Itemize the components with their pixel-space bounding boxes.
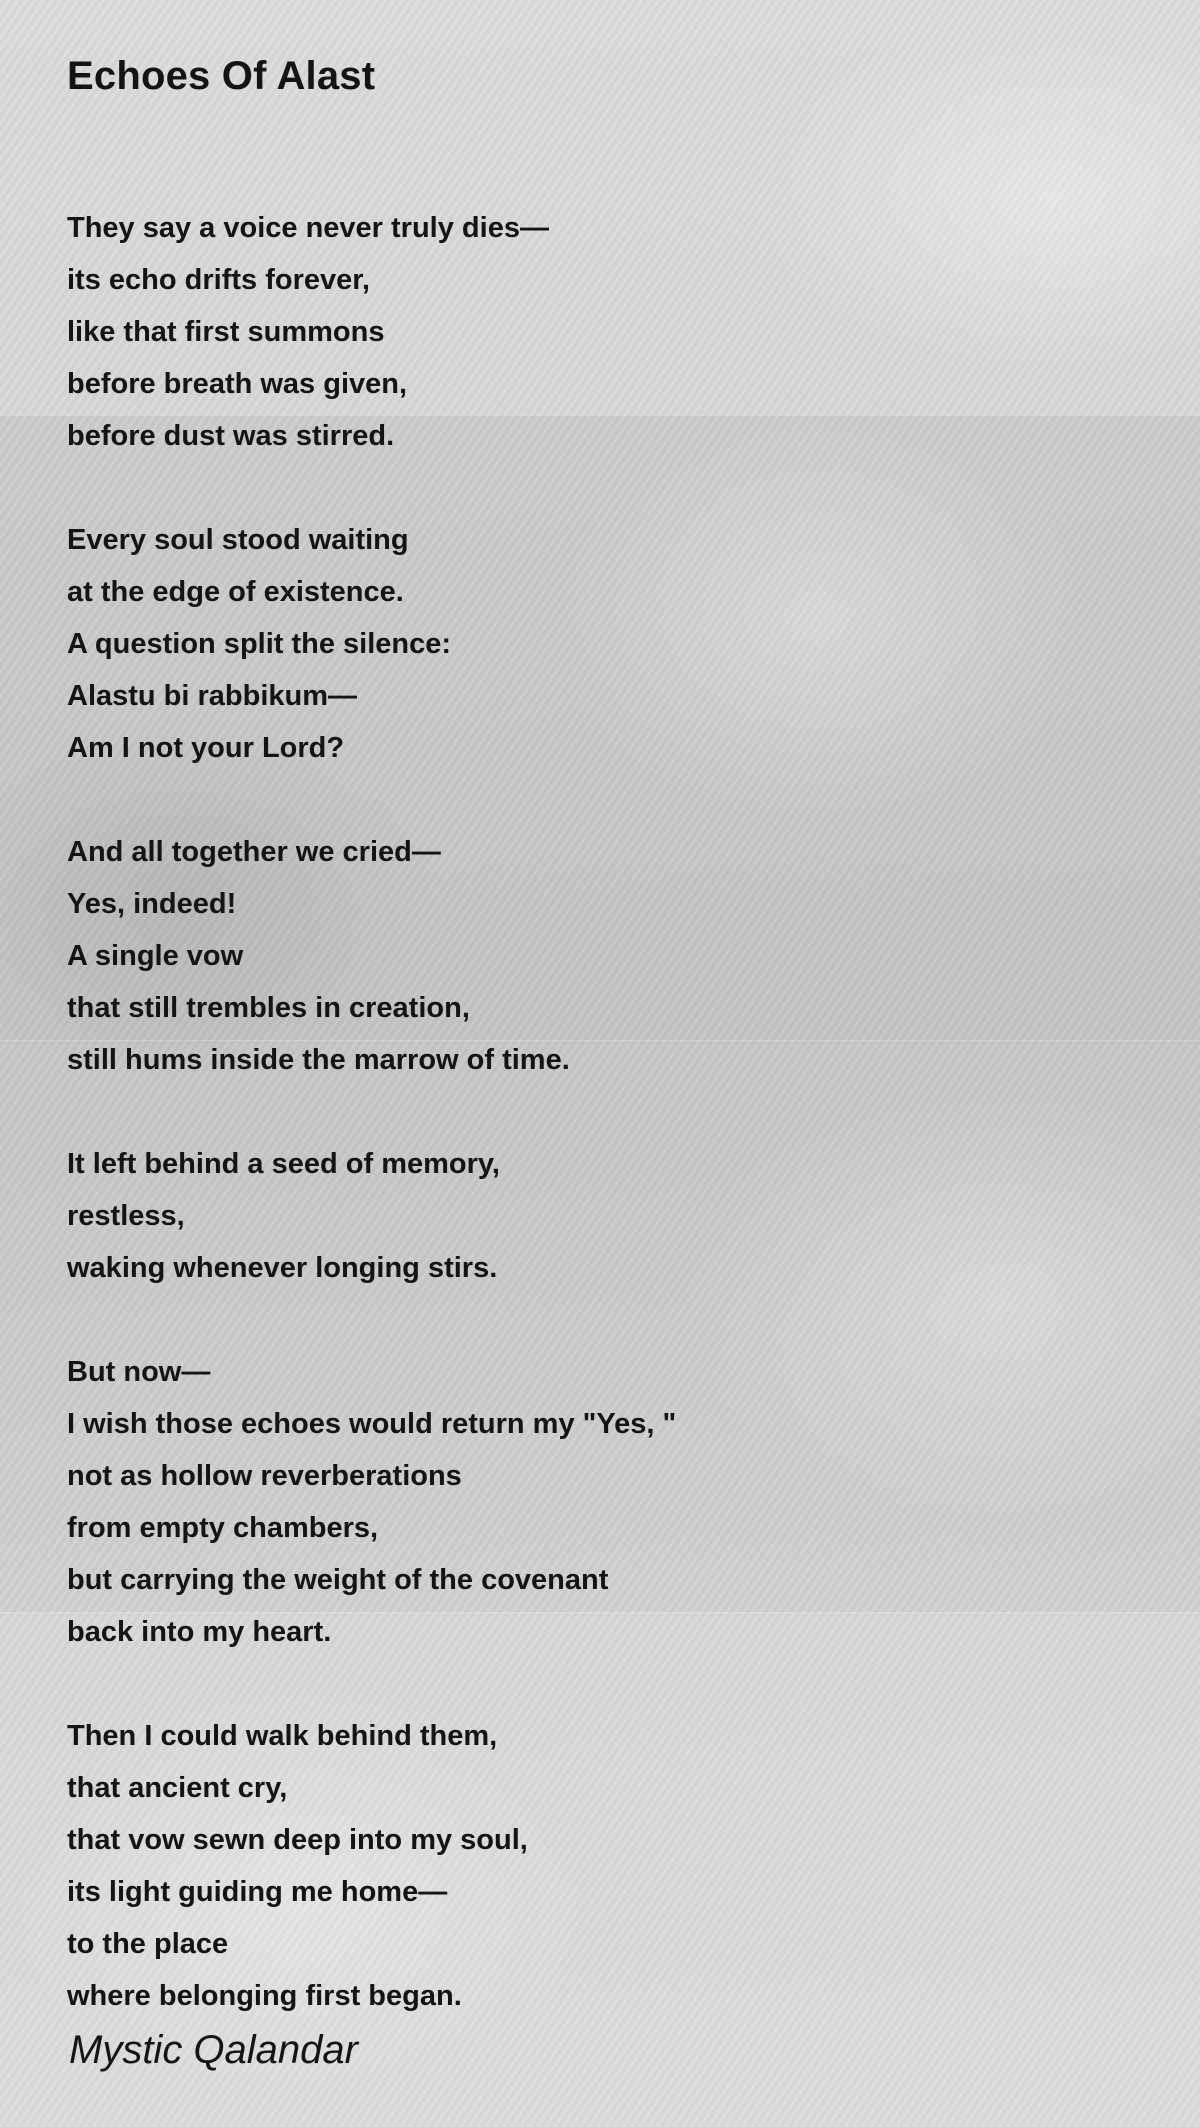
poem-line: It left behind a seed of memory, bbox=[67, 1148, 500, 1180]
poem-line: that vow sewn deep into my soul, bbox=[67, 1824, 528, 1856]
poem-line: that still trembles in creation, bbox=[67, 992, 470, 1024]
poem-line: Alastu bi rabbikum— bbox=[67, 680, 358, 712]
poem-line: that ancient cry, bbox=[67, 1772, 288, 1804]
poem-body bbox=[67, 202, 1147, 2022]
poem-line: but carrying the weight of the covenant bbox=[67, 1564, 609, 1596]
poem-line: Every soul stood waiting bbox=[67, 524, 409, 556]
stanza-break bbox=[67, 1294, 1147, 1346]
poem-line: like that first summons bbox=[67, 316, 385, 348]
poem-line: Yes, indeed! bbox=[67, 888, 237, 920]
poem-line: still hums inside the marrow of time. bbox=[67, 1044, 570, 1076]
poem-line: I wish those echoes would return my "Yes, " bbox=[67, 1408, 677, 1440]
poem-line: before dust was stirred. bbox=[67, 420, 395, 452]
poem-line: They say a voice never truly dies— bbox=[67, 212, 549, 244]
stanza-break bbox=[67, 1658, 1147, 1710]
poem-line: at the edge of existence. bbox=[67, 576, 404, 608]
poem-card bbox=[67, 50, 1147, 2022]
poem-line: not as hollow reverberations bbox=[67, 1460, 462, 1492]
poem-line: its echo drifts forever, bbox=[67, 264, 370, 296]
poem-line: from empty chambers, bbox=[67, 1512, 379, 1544]
poem-title: Echoes Of Alast bbox=[67, 54, 376, 98]
poem-line: Am I not your Lord? bbox=[67, 732, 345, 764]
poem-line: before breath was given, bbox=[67, 368, 408, 400]
poem-line: A question split the silence: bbox=[67, 628, 452, 660]
poem-line: its light guiding me home— bbox=[67, 1876, 448, 1908]
stanza-break bbox=[67, 1086, 1147, 1138]
poem-line: And all together we cried— bbox=[67, 836, 441, 868]
poem-author: Mystic Qalandar bbox=[69, 2028, 358, 2072]
stanza-break bbox=[67, 774, 1147, 826]
poem-line: where belonging first began. bbox=[67, 1980, 462, 2012]
poem-line: to the place bbox=[67, 1928, 229, 1960]
poem-line: back into my heart. bbox=[67, 1616, 332, 1648]
poem-line: A single vow bbox=[67, 940, 244, 972]
stanza-break bbox=[67, 462, 1147, 514]
poem-line: restless, bbox=[67, 1200, 185, 1232]
poem-line: waking whenever longing stirs. bbox=[67, 1252, 498, 1284]
poem-line: Then I could walk behind them, bbox=[67, 1720, 498, 1752]
poem-line: But now— bbox=[67, 1356, 211, 1388]
